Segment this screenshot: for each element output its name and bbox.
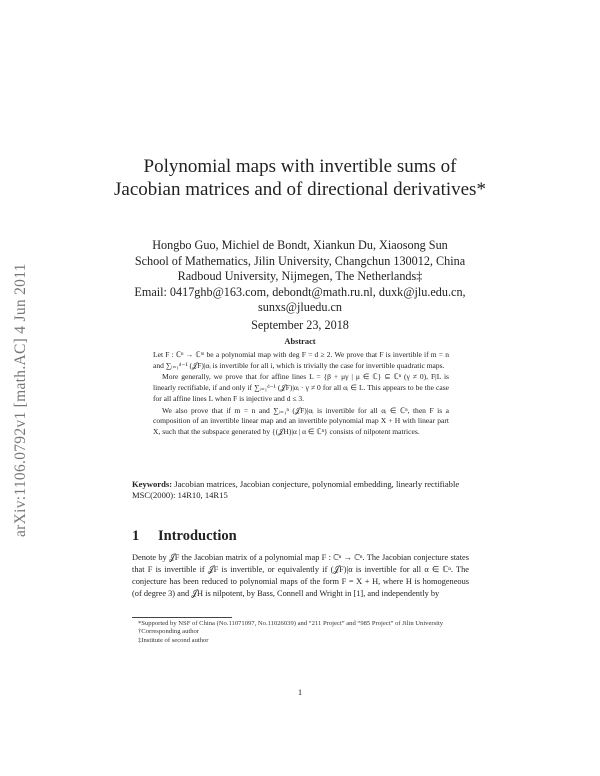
section-title: Introduction (158, 528, 237, 544)
abstract-body (153, 350, 449, 438)
title-line-2: Jacobian matrices and of directional derivatives* (114, 179, 486, 200)
keywords-text: Jacobian matrices, Jacobian conjecture, polynomial embedding, linearly rectifiable (174, 479, 460, 489)
affiliation-1: School of Mathematics, Jilin University, Changchun 130012, China (134, 253, 466, 268)
abstract-paragraph-1: Let F : ℂⁿ → ℂᵐ be a polynomial map with deg F = d ≥ 2. We prove that F is invertible if m = n and ∑ᵢ₌₁ᵈ⁻¹ (𝒥F)|αᵢ is invertible for all i, which is trivially the case for invertible quadratic maps. (153, 350, 449, 370)
footnote-corresponding: †Corresponding author (138, 628, 199, 636)
author-names: Hongbo Guo, Michiel de Bondt, Xiankun Du, Xiaosong Sun (152, 238, 448, 252)
paper-date: September 23, 2018 (251, 318, 349, 332)
msc-classification: MSC(2000): 14R10, 14R15 (132, 490, 228, 500)
keywords-block (132, 479, 472, 501)
email-line-2: sunxs@jluedu.cn (257, 300, 342, 315)
affiliation-2: Radboud University, Nijmegen, The Netherlands‡ (177, 269, 423, 284)
abstract-paragraph-3: We also prove that if m = n and ∑ᵢ₌₁ⁿ (𝒥F)|αᵢ is invertible for all αᵢ ∈ ℂⁿ, then F is a composition of an invertible linear map and an invertible polynomial map X + H with linear part X, such that the subspace generated by {(𝒥H)|α | α ∈ ℂⁿ} consists of nilpotent matrices. (153, 405, 449, 437)
footnote-funding: *Supported by NSF of China (No.11071097, No.11026039) and “211 Project” and “985 Project” of Jilin University (138, 620, 444, 627)
footnote-divider (132, 617, 232, 618)
arxiv-identifier: arXiv:1106.0792v1 [math.AC] 4 Jun 2011 (12, 263, 29, 537)
footnote-institute: ‡Institute of second author (138, 636, 209, 644)
intro-paragraph: Denote by 𝒥F the Jacobian matrix of a polynomial map F : ℂⁿ → ℂⁿ. The Jacobian conjecture states that F is invertible if 𝒥F is invertible, or equivalently if (𝒥F)|α is invertible for all α ∈ ℂⁿ. The conjecture has been reduced to polynomial maps of the form F = X + H, where H is homogeneous (of degree 3) and 𝒥H is nilpotent, by Bass, Connell and Wright in [1], and independently by (132, 553, 469, 599)
abstract-paragraph-2: More generally, we prove that for affine lines L = {β + μγ | μ ∈ ℂ} ⊆ ℂⁿ (γ ≠ 0), F|L is linearly rectifiable, if and only if ∑ᵢ₌₁ᵈ⁻¹ (𝒥F)|αᵢ · γ ≠ 0 for all αᵢ ∈ L. This appears to be the case for all affine lines L when F is injective and d ≤ 3. (153, 372, 449, 404)
section-heading (132, 528, 237, 545)
email-line-1: Email: 0417ghb@163.com, debondt@math.ru.nl, duxk@jlu.edu.cn, (134, 284, 466, 299)
title-line-1: Polynomial maps with invertible sums of (143, 156, 457, 177)
author-block (0, 238, 600, 316)
footnotes-block (132, 620, 469, 645)
abstract-heading: Abstract (284, 337, 316, 346)
section-number: 1 (132, 528, 140, 544)
keywords-line (132, 479, 472, 490)
paper-title (0, 155, 600, 201)
keywords-label: Keywords: (132, 479, 173, 489)
page-number: 1 (297, 687, 303, 697)
